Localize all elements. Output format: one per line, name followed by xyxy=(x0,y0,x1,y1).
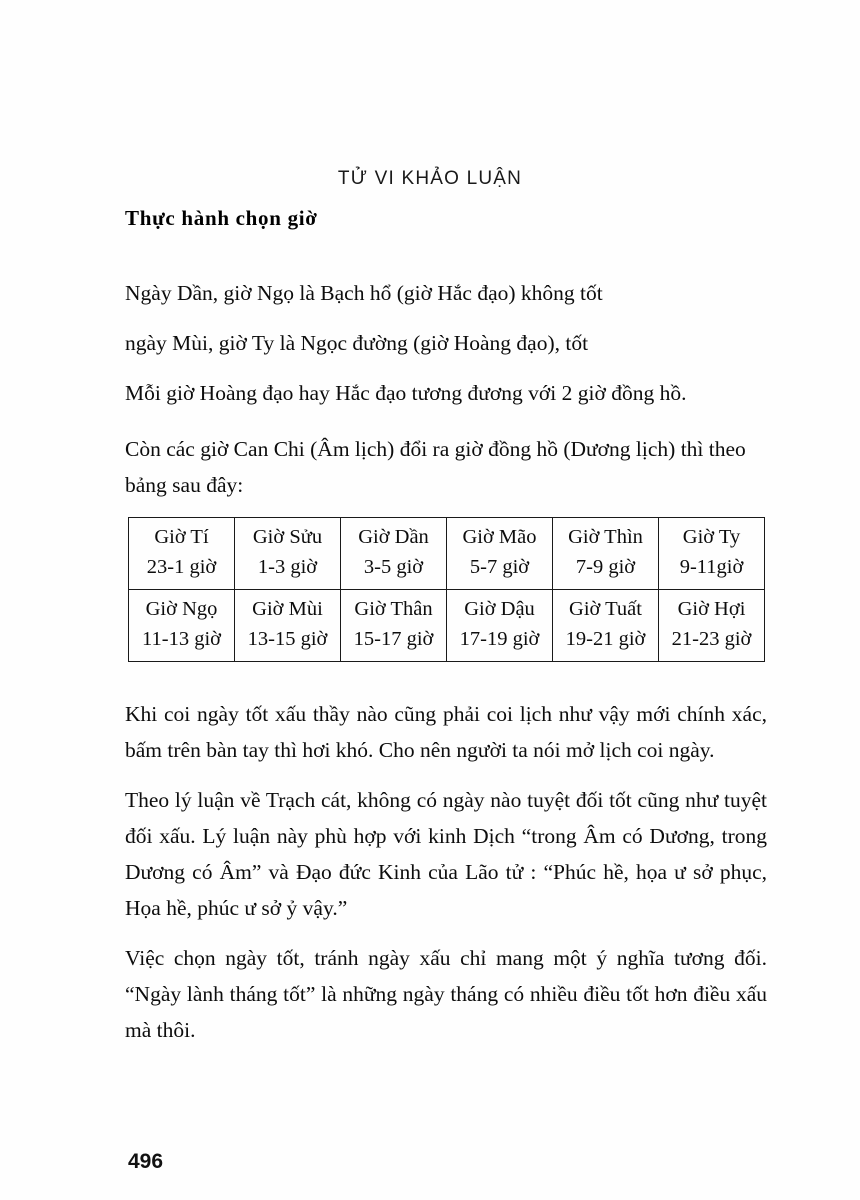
text-column xyxy=(125,206,767,1062)
table-cell xyxy=(659,590,765,662)
hour-name: Giờ Mùi xyxy=(252,598,323,620)
paragraph-theo-ly-luan: Theo lý luận về Trạch cát, không có ngày nào tuyệt đối tốt cũng như tuyệt đối xấu. Lý luận này phù hợp với kinh Dịch “trong Âm có Dương, trong Dương có Âm” và Đạo đức Kinh của Lão tử : “Phúc hề, họa ư sở phục, Họa hề, phúc ư sở ỷ vậy.” xyxy=(125,788,767,920)
table-cell xyxy=(553,518,659,590)
page-number: 496 xyxy=(128,1150,164,1173)
table-row xyxy=(129,590,765,662)
table-cell xyxy=(235,590,341,662)
hour-name: Giờ Ngọ xyxy=(145,598,218,620)
hour-range: 15-17 giờ xyxy=(353,628,434,650)
running-head: TỬ VI KHẢO LUẬN xyxy=(337,168,523,189)
hour-range: 23-1 giờ xyxy=(146,556,217,578)
paragraph-khi-coi-ngay: Khi coi ngày tốt xấu thầy nào cũng phải coi lịch như vậy mới chính xác, bấm trên bàn tay thì hơi khó. Cho nên người ta nói mở lịch coi ngày. xyxy=(125,702,767,762)
hour-name: Giờ Mão xyxy=(462,526,537,548)
table-cell xyxy=(659,518,765,590)
hour-range: 3-5 giờ xyxy=(363,556,424,578)
hour-name: Giờ Thân xyxy=(354,598,433,620)
hour-range: 21-23 giờ xyxy=(671,628,752,650)
hour-range: 13-15 giờ xyxy=(247,628,328,650)
table-cell xyxy=(447,590,553,662)
table-cell xyxy=(341,590,447,662)
paragraph-viec-chon-ngay: Việc chọn ngày tốt, tránh ngày xấu chỉ mang một ý nghĩa tương đối. “Ngày lành tháng tốt” là những ngày tháng có nhiều điều tốt hơn điều xấu mà thôi. xyxy=(125,946,767,1042)
hour-range: 9-11giờ xyxy=(679,556,744,578)
hour-range: 17-19 giờ xyxy=(459,628,540,650)
paragraph-moi-gio: Mỗi giờ Hoàng đạo hay Hắc đạo tương đương với 2 giờ đồng hồ. xyxy=(125,381,687,405)
paragraph-ngay-dan: Ngày Dần, giờ Ngọ là Bạch hổ (giờ Hắc đạo) không tốt xyxy=(125,281,603,305)
paragraph-can-chi-intro: Còn các giờ Can Chi (Âm lịch) đổi ra giờ đồng hồ (Dương lịch) thì theo bảng sau đây: xyxy=(125,437,746,497)
hour-name: Giờ Ty xyxy=(682,526,741,548)
hour-range: 11-13 giờ xyxy=(142,628,221,650)
hour-name: Giờ Dậu xyxy=(464,598,535,620)
hour-range: 1-3 giờ xyxy=(257,556,318,578)
hour-name: Giờ Tí xyxy=(154,526,209,548)
table-cell xyxy=(129,590,235,662)
hour-name: Giờ Thìn xyxy=(568,526,643,548)
hour-name: Giờ Tuất xyxy=(569,598,642,620)
table-cell xyxy=(129,518,235,590)
table-cell xyxy=(341,518,447,590)
hour-table-body xyxy=(129,518,765,662)
hour-conversion-table xyxy=(128,517,765,662)
section-heading: Thực hành chọn giờ xyxy=(125,206,318,230)
hour-name: Giờ Hợi xyxy=(677,598,746,620)
hour-name: Giờ Sửu xyxy=(252,526,323,548)
table-cell xyxy=(235,518,341,590)
table-cell xyxy=(553,590,659,662)
paragraph-ngay-mui: ngày Mùi, giờ Ty là Ngọc đường (giờ Hoàng đạo), tốt xyxy=(125,331,589,355)
table-row xyxy=(129,518,765,590)
hour-range: 5-7 giờ xyxy=(469,556,530,578)
hour-range: 7-9 giờ xyxy=(575,556,636,578)
hour-range: 19-21 giờ xyxy=(565,628,646,650)
table-cell xyxy=(447,518,553,590)
hour-name: Giờ Dần xyxy=(358,526,429,548)
